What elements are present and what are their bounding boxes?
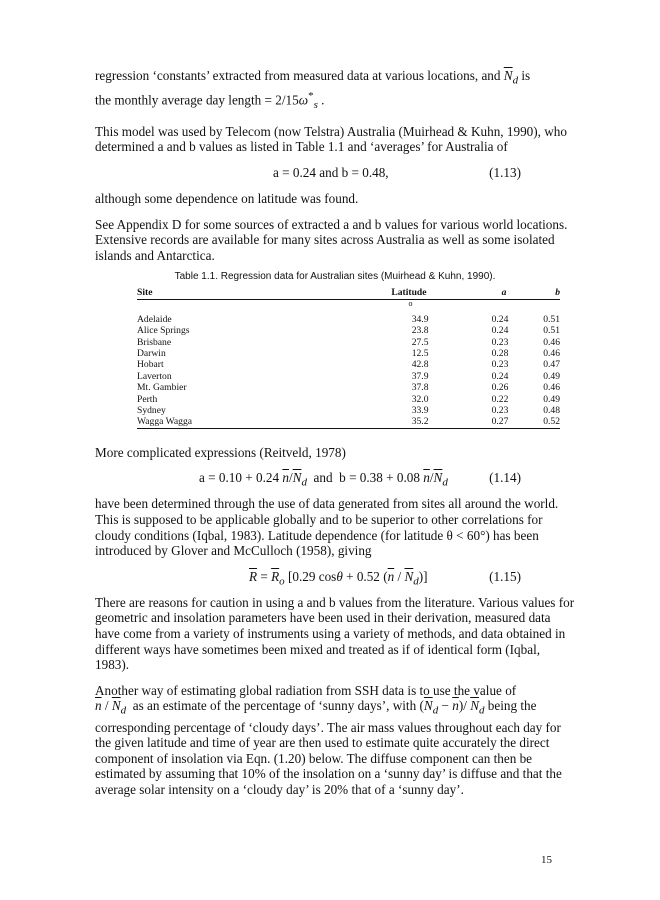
latitude-cell: 27.5 xyxy=(411,336,429,348)
subscript: d xyxy=(442,477,448,490)
paragraph-complicated: More complicated expressions (Reitveld, 1978) xyxy=(95,444,346,460)
b-value-cell: 0.51 xyxy=(543,325,560,337)
text: / xyxy=(288,470,293,486)
symbol-nd: $\overline{N}$ xyxy=(503,68,513,83)
subscript: d xyxy=(301,477,307,490)
b-value-cell: 0.49 xyxy=(543,393,560,405)
table-row xyxy=(137,325,560,336)
symbol-nd: $\overline{N}$ xyxy=(470,698,479,714)
table-caption: Table 1.1. Regression data for Australian sites (Muirhead & Kuhn, 1990). xyxy=(174,271,496,283)
latitude-cell: 37.9 xyxy=(411,370,429,382)
subscript: o xyxy=(279,575,285,588)
b-value-cell: 0.48 xyxy=(543,405,560,417)
b-value-cell: 0.49 xyxy=(543,370,560,382)
symbol-nd: $\overline{N}$ xyxy=(404,568,414,584)
table-row xyxy=(137,382,560,393)
symbol-n: $\overline{n}$ xyxy=(95,698,102,714)
superscript: * xyxy=(308,90,314,103)
text: the monthly average day length = xyxy=(95,92,276,108)
table-row xyxy=(137,337,560,348)
text: regression ‘constants’ extracted from measured data at various locations, and xyxy=(95,68,504,83)
b-value-cell: 0.46 xyxy=(543,336,560,348)
site-cell: Mt. Gambier xyxy=(137,382,187,394)
table-row xyxy=(137,405,560,416)
equation-expression xyxy=(199,470,448,491)
text: − xyxy=(438,698,453,714)
latitude-cell: 23.8 xyxy=(411,325,429,337)
latitude-cell: 12.5 xyxy=(411,348,429,360)
a-value-cell: 0.23 xyxy=(491,359,509,371)
header-site: Site xyxy=(137,287,286,299)
b-value-cell: 0.47 xyxy=(543,359,560,371)
paragraph-telecom: This model was used by Telecom (now Telstra) Australia (Muirhead & Kuhn, 1990), who determined a and b values as listed in Table 1.1 and ‘averages’ for Australia of xyxy=(95,123,567,155)
subscript: d xyxy=(413,575,419,588)
paragraph-regression-constants xyxy=(95,68,575,114)
site-cell: Darwin xyxy=(137,348,166,360)
text: / xyxy=(101,698,112,714)
table-row xyxy=(137,416,560,428)
header-a: a xyxy=(453,287,515,299)
a-value-cell: 0.22 xyxy=(491,393,509,405)
symbol-r: $\overline{R}$ xyxy=(249,568,258,584)
paragraph-caution: There are reasons for caution in using a and b values from the literature. Various values for geometric and insolation parameters have been used in their derivation, measured data have come from a variety of instruments using a variety of methods, and data obtained in different ways have sometimes been mixed and treated as if of identical form (Iqbal, 1983). xyxy=(95,594,575,673)
a-value-cell: 0.26 xyxy=(491,382,509,394)
text: = xyxy=(257,568,272,584)
latitude-cell: 42.8 xyxy=(411,359,429,371)
site-cell: Adelaide xyxy=(137,313,172,325)
table-row xyxy=(137,359,560,370)
page-body xyxy=(95,68,575,808)
symbol-r: $\overline{R}$ xyxy=(271,568,280,584)
text: is xyxy=(518,68,531,83)
subscript: d xyxy=(512,74,519,87)
symbol-nd: $\overline{N}$ xyxy=(423,698,433,714)
site-cell: Hobart xyxy=(137,359,164,371)
text: / xyxy=(394,568,405,584)
equation-number: (1.14) xyxy=(489,470,521,486)
text: + 0.52 ( xyxy=(342,568,388,584)
latitude-cell: 35.2 xyxy=(286,416,452,428)
symbol-omega: ω xyxy=(298,92,309,108)
text: Another way of estimating global radiation from SSH data is to use the value of xyxy=(95,682,517,698)
equation-expression xyxy=(249,569,428,590)
paragraph-latitude: although some dependence on latitude was found. xyxy=(95,191,359,207)
latitude-cell: 32.0 xyxy=(411,393,429,405)
equation-1-15 xyxy=(95,568,575,588)
symbol-n: $\overline{n}$ xyxy=(452,698,459,714)
paragraph-appendix: See Appendix D for some sources of extracted a and b values for various world locations. Extensive records are available for many sites across Australia as well as some isolated islands and Antarctica. xyxy=(95,216,568,263)
b-value-cell: 0.46 xyxy=(543,348,560,360)
latitude-unit: o xyxy=(408,298,413,308)
text: and xyxy=(306,470,340,486)
text: / xyxy=(463,698,471,714)
symbol-nd: $\overline{N}$ xyxy=(111,698,121,714)
text: / xyxy=(429,470,434,486)
a-value-cell: 0.23 xyxy=(491,405,509,417)
header-b: b xyxy=(514,287,560,299)
symbol-n: $\overline{n}$ xyxy=(282,470,289,486)
symbol-theta: θ xyxy=(336,568,343,584)
b-value-cell: 0.51 xyxy=(543,313,560,325)
symbol-nd: $\overline{N}$ xyxy=(292,470,302,486)
a-value-cell: 0.27 xyxy=(453,416,515,428)
table-row xyxy=(137,371,560,382)
text: [0.29 cos xyxy=(284,568,337,584)
text: ( xyxy=(419,698,424,714)
page-number: 15 xyxy=(541,854,552,866)
header-latitude: Latitude xyxy=(286,287,452,299)
latitude-cell: 37.8 xyxy=(411,382,429,394)
table-row xyxy=(137,394,560,405)
equation-number: (1.15) xyxy=(489,568,521,584)
site-cell: Sydney xyxy=(137,405,166,417)
a-value-cell: 0.28 xyxy=(491,348,509,360)
equation-expression: a = 0.24 and b = 0.48, xyxy=(273,165,389,181)
text: )] xyxy=(418,568,428,584)
regression-table xyxy=(137,287,560,428)
paragraph-global: have been determined through the use of data generated from sites all around the world. This is supposed to be applicable globally and to be superior to other correlations for cloudy conditions (Iqbal, 1983). Latitude dependence (for latitude θ < 60°) has been introduced by Glover and McCulloch (1958), giving xyxy=(95,496,559,559)
site-cell: Brisbane xyxy=(137,336,172,348)
table-row xyxy=(137,314,560,325)
site-cell: Perth xyxy=(137,393,158,405)
text: b = 0.38 + 0.08 xyxy=(339,470,424,486)
a-value-cell: 0.24 xyxy=(491,370,509,382)
table-row xyxy=(137,348,560,359)
text: being the corresponding percentage of ‘cloudy days’. The air mass values throughout each day for the given latitude and time of year are then used to estimate quite accurately the direct component of insolation via Eqn. (1.20) below. The diffuse component can then be estimated by assuming that 10% of the insolation on a ‘sunny day’ is diffuse and that the average solar intensity on a ‘cloudy day’ is 20% that of a ‘sunny day’. xyxy=(95,698,562,798)
subscript: d xyxy=(120,705,127,718)
b-value-cell: 0.52 xyxy=(514,416,560,428)
text: ) xyxy=(458,698,464,714)
b-value-cell: 0.46 xyxy=(543,382,560,394)
subscript: d xyxy=(478,705,485,718)
formula: 2/15 xyxy=(275,92,299,108)
a-value-cell: 0.24 xyxy=(491,313,509,325)
symbol-nd: $\overline{N}$ xyxy=(433,470,443,486)
text: as an estimate of the percentage of ‘sunny days’, with xyxy=(126,698,420,714)
equation-1-14 xyxy=(95,470,575,490)
equation-1-13 xyxy=(95,165,575,181)
text: . xyxy=(317,92,325,108)
text: a = 0.10 + 0.24 xyxy=(199,470,283,486)
symbol-n: $\overline{n}$ xyxy=(423,470,430,486)
site-cell: Alice Springs xyxy=(137,325,190,337)
a-value-cell: 0.23 xyxy=(491,336,509,348)
site-cell: Wagga Wagga xyxy=(137,416,286,428)
subscript: s xyxy=(313,99,318,112)
latitude-cell: 33.9 xyxy=(411,405,429,417)
subscript: d xyxy=(432,705,439,718)
symbol-n: $\overline{n}$ xyxy=(387,568,395,584)
a-value-cell: 0.24 xyxy=(491,325,509,337)
equation-number: (1.13) xyxy=(489,165,521,181)
latitude-cell: 34.9 xyxy=(411,313,429,325)
site-cell: Laverton xyxy=(137,370,172,382)
paragraph-ssh xyxy=(95,683,575,798)
